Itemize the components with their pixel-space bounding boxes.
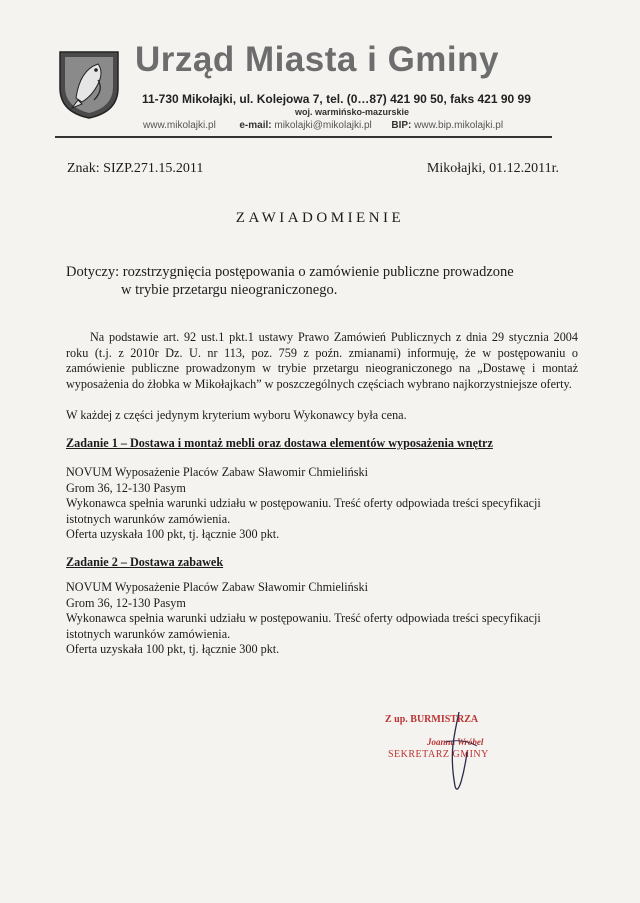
address-line: 11-730 Mikołajki, ul. Kolejowa 7, tel. (0…87) 421 90 50, faks 421 90 99	[142, 92, 531, 106]
coat-of-arms-fish-icon	[58, 50, 120, 120]
task-2-conditions-2: istotnych warunków zamówienia.	[66, 626, 231, 641]
subject-line-1: Dotyczy: rozstrzygnięcia postępowania o zamówienie publiczne prowadzone	[66, 264, 514, 280]
reference-number: Znak: SIZP.271.15.2011	[67, 161, 204, 176]
bip-link[interactable]: www.bip.mikolajki.pl	[414, 120, 504, 131]
task-1-address: Grom 36, 12-130 Pasym	[66, 480, 186, 495]
body-paragraph-1-text: Na podstawie art. 92 ust.1 pkt.1 ustawy Prawo Zamówień Publicznych z dnia 29 stycznia 2004 roku (t.j. z 2010r Dz. U. nr 113, poz. 759 z poźn. zmianami) informuję, że w postępowaniu o zamówienie publiczne prowadzonym w trybie przetargu nieograniczonego na „Dostawę i montaż wyposażenia do żłobka w Mikołajkach” w poszczególnych częściach wybrano najkorzystniejsze oferty.	[66, 330, 578, 391]
bip-label: BIP:	[391, 120, 412, 131]
region-line: woj. warmińsko-mazurskie	[295, 107, 410, 117]
task-2-title: Zadanie 2 – Dostawa zabawek	[66, 555, 224, 569]
email-link[interactable]: mikolajki@mikolajki.pl	[274, 120, 372, 131]
task-1-score: Oferta uzyskała 100 pkt, tj. łącznie 300 pkt.	[66, 527, 280, 541]
stamp-line-1: Z up. BURMISTRZA	[385, 714, 479, 725]
subject-line-2: w trybie przetargu nieograniczonego.	[121, 282, 338, 298]
stamp-title: SEKRETARZ GMINY	[388, 749, 489, 760]
website-link[interactable]: www.mikolajki.pl	[143, 120, 216, 131]
place-date: Mikołajki, 01.12.2011r.	[426, 161, 559, 176]
email-label: e-mail:	[239, 120, 272, 131]
task-1-conditions-2: istotnych warunków zamówienia.	[66, 511, 231, 526]
task-2-score: Oferta uzyskała 100 pkt, tj. łącznie 300 pkt.	[66, 642, 280, 656]
body-paragraph-2: W każdej z części jedynym kryterium wyboru Wykonawcy była cena.	[66, 408, 407, 422]
task-1-details	[66, 465, 581, 543]
task-1-title: Zadanie 1 – Dostawa i montaż mebli oraz dostawa elementów wyposażenia wnętrz	[66, 436, 493, 450]
task-2-details	[66, 580, 581, 658]
contact-line	[143, 120, 543, 131]
body-paragraph-1	[66, 330, 578, 392]
task-2-address: Grom 36, 12-130 Pasym	[66, 595, 186, 610]
subject	[66, 263, 586, 299]
task-2-conditions-1: Wykonawca spełnia warunki udziału w postępowaniu. Treść oferty odpowiada treści specyfikacji	[66, 611, 541, 625]
task-1-company: NOVUM Wyposażenie Placów Zabaw Sławomir Chmieliński	[66, 465, 368, 479]
task-1-conditions-1: Wykonawca spełnia warunki udziału w postępowaniu. Treść oferty odpowiada treści specyfikacji	[66, 496, 541, 510]
task-2-company: NOVUM Wyposażenie Placów Zabaw Sławomir Chmieliński	[66, 580, 368, 594]
document-heading: ZAWIADOMIENIE	[235, 210, 405, 226]
handwritten-signature	[385, 712, 525, 802]
letterhead-divider	[55, 136, 552, 138]
org-name: Urząd Miasta i Gminy	[135, 40, 499, 79]
stamp-name: Joanna Wróbel	[427, 737, 484, 747]
signature-stamp	[385, 712, 525, 802]
